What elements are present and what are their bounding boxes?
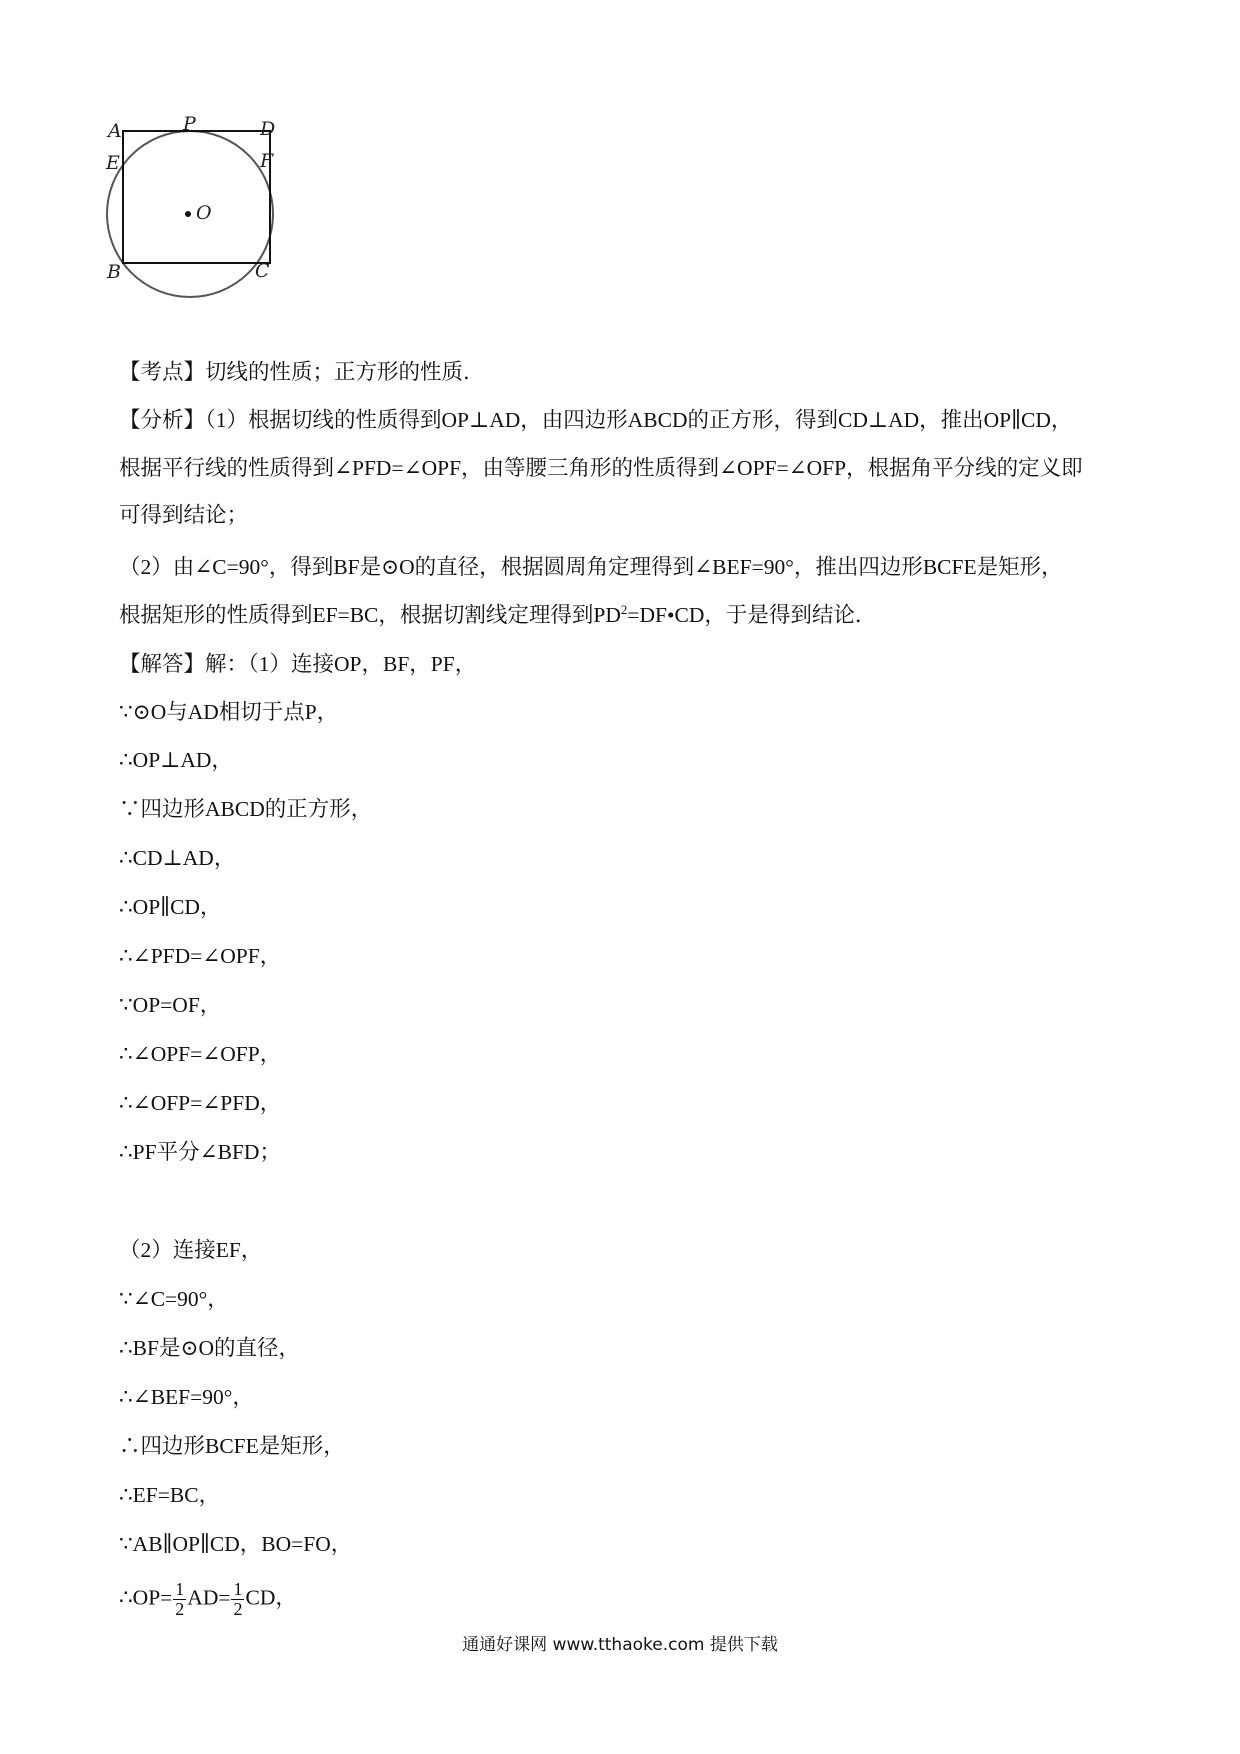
fenxi-line-3: 可得到结论； [119,503,249,527]
part2-step-7-pre: ∴OP= [119,1585,173,1610]
label-d: D [260,118,276,140]
fenxi-line-5-sup: 2 [620,601,628,617]
label-c: C [255,260,270,282]
part2-step-6: ∵AB∥OP∥CD，BO=FO， [119,1532,353,1556]
step-6: ∴∠PFD=∠OPF， [119,944,282,968]
label-b: B [107,261,121,283]
fraction-one-half-1 [173,1580,186,1619]
geometry-figure [106,113,320,340]
step-5: ∴OP∥CD， [119,895,222,919]
step-9: ∴∠OFP=∠PFD， [119,1091,282,1115]
step-10: ∴PF平分∠BFD； [119,1140,281,1164]
label-f: F [260,150,274,172]
part2-step-3: ∴∠BEF=90°， [119,1385,254,1409]
part2-step-5: ∴EF=BC， [119,1483,221,1507]
label-e: E [106,152,120,174]
part2-step-7-post: CD， [245,1585,297,1610]
step-7: ∵OP=OF， [119,993,222,1017]
square-abcd [123,131,270,263]
part2-step-4: ∴四边形BCFE是矩形， [119,1434,345,1458]
part2-step-1: ∵∠C=90°， [119,1287,229,1311]
fenxi-line-5-pre: 根据矩形的性质得到EF=BC，根据切割线定理得到PD [119,603,621,627]
fraction-2-numerator: 1 [233,1579,243,1599]
part2-step-2: ∴BF是⊙O的直径， [119,1336,301,1360]
page-footer: 通通好课网 www.tthaoke.com 提供下载 [462,1635,778,1655]
fraction-one-half-2 [231,1580,244,1619]
step-3: ∵四边形ABCD的正方形， [119,797,373,821]
step-4: ∴CD⊥AD， [119,846,236,870]
part2-step-7-mid: AD= [187,1585,231,1610]
part2-heading: （2）连接EF， [119,1238,263,1262]
fraction-1-numerator: 1 [175,1579,185,1599]
step-2: ∴OP⊥AD， [119,748,233,772]
center-point-o [185,211,191,217]
part2-step-7 [119,1580,1140,1619]
fraction-2-denominator: 2 [233,1599,243,1619]
circle-square-diagram [106,113,320,340]
fenxi-line-4: （2）由∠C=90°，得到BF是⊙O的直径，根据圆周角定理得到∠BEF=90°，推出四边形BCFE是矩形， [119,555,1063,579]
fenxi-line-5-post: =DF•CD，于是得到结论． [627,603,877,627]
label-p: P [183,113,196,135]
step-1: ∵⊙O与AD相切于点P， [119,700,339,724]
label-o: O [196,202,212,224]
label-a: A [108,120,122,142]
kaodian-line: 【考点】切线的性质；正方形的性质． [119,360,485,384]
fenxi-line-1: 【分析】（1）根据切线的性质得到OP⊥AD，由四边形ABCD的正方形，得到CD⊥AD，推出OP∥CD， [119,408,1073,432]
fraction-1-denominator: 2 [175,1599,185,1619]
step-8: ∴∠OPF=∠OFP， [119,1042,282,1066]
fenxi-line-2: 根据平行线的性质得到∠PFD=∠OPF，由等腰三角形的性质得到∠OPF=∠OFP，根据角平分线的定义即 [119,456,1083,480]
fenxi-line-5 [119,600,1140,630]
jieda-line: 【解答】解：（1）连接OP，BF，PF， [119,652,477,676]
